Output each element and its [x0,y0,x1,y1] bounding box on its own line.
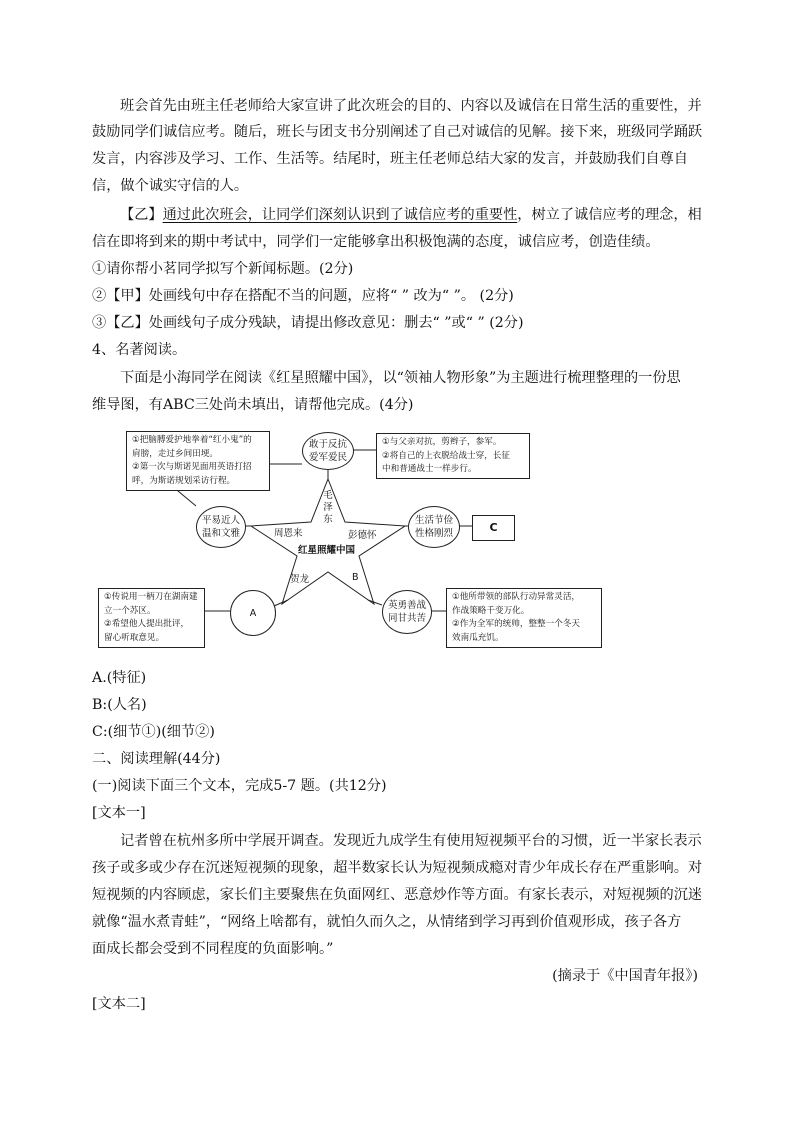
text-1-label: [文本一] [92,805,146,821]
paragraph-line: 班会首先由班主任老师给大家宣讲了此次班会的目的、内容以及诚信在日常生活的重要性，并 [120,98,702,114]
trait-circle-bottom-right: 英勇善战 同甘共苦 [382,590,432,634]
yi-marker: 【乙】 [120,207,163,223]
answer-label-b: B [352,572,359,583]
answer-box-c: C [472,515,515,541]
paragraph-line-yi [120,202,730,228]
text-1-line: 孩子或多或少存在沉迷短视频的现象，超半数家长认为短视频成瘾对青少年成长存在严重影响。对 [92,860,703,876]
section-4-text: 维导图，有ABC三处尚未填出，请帮他完成。(4分) [92,397,414,413]
paragraph-line: 信，做个诚实守信的人。 [92,178,249,194]
section-4-heading: 4、名著阅读。 [92,342,187,358]
answer-a: A.(特征) [92,670,147,686]
answer-b: B:(人名) [92,697,147,713]
text-2-label: [文本二] [92,996,146,1012]
answer-circle-a: A [230,590,276,636]
sentence-suffix: ，树立了诚信应考的理念，相 [517,207,702,223]
trait-circle-top: 敢于反抗 爱军爱民 [302,432,354,470]
question-2: ②【甲】处画线句中存在搭配不当的问题，应将“ ” 改为“ ”。 (2分) [92,288,514,304]
section-2-sub: (一)阅读下面三个文本，完成5-7 题。(共12分) [92,778,387,794]
star-label-he: 贺龙 [290,574,310,585]
star-label-zhou: 周恩来 [274,528,303,539]
question-3: ③【乙】处画线句子成分残缺，请提出修改意见：删去“ ”或“ ” (2分) [92,315,524,331]
paragraph-line: 鼓励同学们诚信应考。随后，班长与团支书分别阐述了自己对诚信的见解。接下来，班级同学踊跃 [92,124,703,140]
detail-box-mao: ①与父亲对抗，剪辫子，参军。 ②将自己的上衣脱给战士穿，长征 中和普通战士一样步行。 [376,433,530,479]
question-1: ①请你帮小茗同学拟写个新闻标题。(2分) [92,261,354,277]
center-title: 红星照耀中国 [298,545,356,556]
paragraph-line: 信在即将到来的期中考试中，同学们一定能够拿出积极饱满的态度，诚信应考，创造佳绩。 [92,234,660,250]
detail-box-peng: ①他所带领的部队行动异常灵活， 作战策略千变万化。 ②作为全军的统帅，整整一个冬天 效南瓜充饥。 [446,588,602,648]
source-citation: (摘录于《中国青年报》) [552,968,698,984]
section-4-text: 下面是小海同学在阅读《红星照耀中国》，以“领袖人物形象”为主题进行梳理整理的一份思 [120,370,681,386]
text-1-line: 面成长都会受到不同程度的负面影响。” [92,941,334,957]
underlined-sentence: 通过此次班会，让同学们深刻认识到了诚信应考的重要性 [162,207,518,223]
paragraph-line: 发言，内容涉及学习、工作、生活等。结尾时，班主任老师总结大家的发言，并鼓励我们自尊自 [92,151,688,167]
section-2-heading: 二、阅读理解(44分) [92,751,221,767]
text-1-line: 记者曾在杭州多所中学展开调查。发现近九成学生有使用短视频平台的习惯，近一半家长表示 [120,833,702,849]
text-1-line: 就像“温水煮青蛙”，“网络上啥都有，就怕久而久之，从情绪到学习再到价值观形成，孩子各方 [92,914,682,930]
detail-box-helong: ①传说用一柄刀在湖南建 立一个苏区。 ②希望他人提出批评， 留心听取意见。 [98,588,205,648]
mind-map [92,424,612,660]
text-1-line: 短视频的内容顾虑，家长们主要聚焦在负面网红、恶意炒作等方面。有家长表示，对短视频的沉迷 [92,887,703,903]
connector-line [368,600,382,605]
trait-circle-left: 平易近人 温和文雅 [196,506,246,548]
star-label-peng: 彭德怀 [348,530,377,541]
answer-c: C:(细节①)(细节②) [92,724,215,740]
connector-line [274,600,288,606]
trait-circle-right: 生活节俭 性格刚烈 [408,506,460,548]
star-label-mao: 毛泽东 [323,490,333,525]
detail-box-zhou: ①把脑膊爱护地拳着“红小鬼”的 肩膀，走过乡间田埂。 ②第一次与斯诺见面用英语打招 呼，为斯诺规划采访行程。 [126,431,270,491]
